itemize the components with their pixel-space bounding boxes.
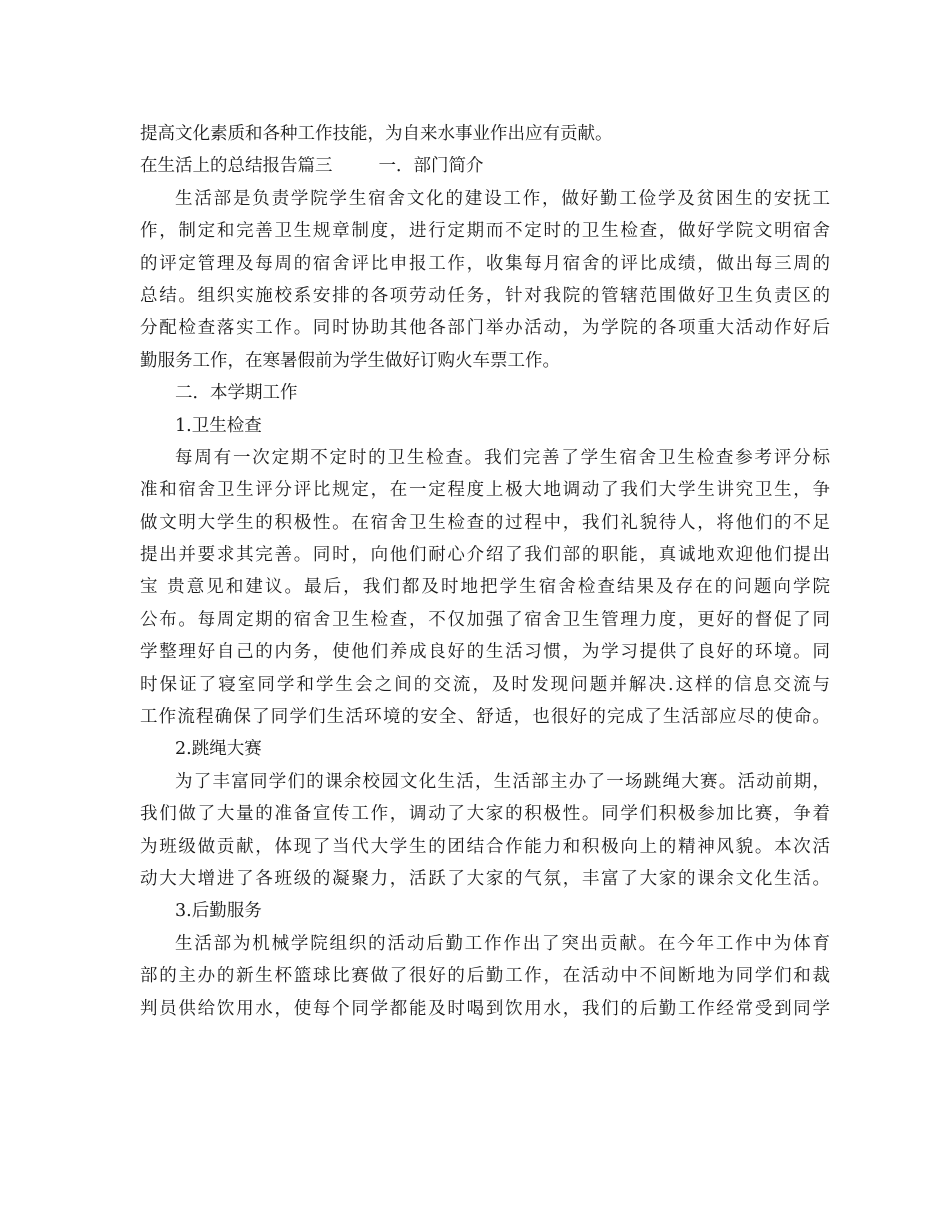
report-title: 在生活上的总结报告篇三 [140, 156, 333, 177]
text-line: 提出并要求其完善。同时，向他们耐心介绍了我们部的职能，真诚地欢迎他们提出 [140, 545, 830, 566]
text-line: 时保证了寝室同学和学生会之间的交流，及时发现问题并解决.这样的信息交流与 [140, 674, 830, 695]
text-line: 分配检查落实工作。同时协助其他各部门举办活动，为学院的各项重大活动作好后 [140, 318, 830, 339]
section-heading: 一．部门简介 [378, 156, 484, 177]
text-line: 判员供给饮用水，使每个同学都能及时喝到饮用水，我们的后勤工作经常受到同学 [140, 998, 830, 1019]
text-line: 准和宿舍卫生评分评比规定，在一定程度上极大地调动了我们大学生讲究卫生，争 [140, 480, 830, 501]
text-line: 工作流程确保了同学们生活环境的安全、舒适，也很好的完成了生活部应尽的使命。 [140, 707, 830, 728]
text-line: 为班级做贡献，体现了当代大学生的团结合作能力和积极向上的精神风貌。本次活 [140, 836, 830, 857]
text-line: 为了丰富同学们的课余校园文化生活，生活部主办了一场跳绳大赛。活动前期， [175, 771, 830, 792]
text-line: 提高文化素质和各种工作技能，为自来水事业作出应有贡献。 [140, 124, 613, 144]
text-line: 部的主办的新生杯篮球比赛做了很好的后勤工作，在活动中不间断地为同学们和裁 [140, 966, 830, 987]
text-line: 我们做了大量的准备宣传工作，调动了大家的积极性。同学们积极参加比赛，争着 [140, 804, 830, 825]
section-title-line [140, 150, 830, 182]
subsection-heading: 3.后勤服务 [175, 901, 262, 922]
section-heading: 二．本学期工作 [175, 383, 298, 404]
text-line: 生活部是负责学院学生宿舍文化的建设工作，做好勤工俭学及贫困生的安抚工 [175, 188, 830, 209]
subsection-heading: 1.卫生检查 [175, 415, 262, 436]
text-line: 每周有一次定期不定时的卫生检查。我们完善了学生宿舍卫生检查参考评分标 [175, 447, 830, 468]
text-line: 生活部为机械学院组织的活动后勤工作作出了突出贡献。在今年工作中为体育 [175, 933, 830, 954]
document-body [140, 118, 830, 1025]
text-line: 作，制定和完善卫生规章制度，进行定期而不定时的卫生检查，做好学院文明宿舍 [140, 221, 830, 242]
text-line: 总结。组织实施校系安排的各项劳动任务，针对我院的管辖范围做好卫生负责区的 [140, 285, 830, 306]
text-line: 公布。每周定期的宿舍卫生检查，不仅加强了宿舍卫生管理力度，更好的督促了同 [140, 609, 830, 630]
text-line: 的评定管理及每周的宿舍评比申报工作，收集每月宿舍的评比成绩，做出每三周的 [140, 253, 830, 274]
subsection-heading: 2.跳绳大赛 [175, 739, 262, 760]
text-line: 做文明大学生的积极性。在宿舍卫生检查的过程中，我们礼貌待人，将他们的不足 [140, 512, 830, 533]
text-line: 宝 贵意见和建议。最后，我们都及时地把学生宿舍检查结果及存在的问题向学院 [140, 577, 830, 598]
text-line: 勤服务工作，在寒暑假前为学生做好订购火车票工作。 [140, 350, 560, 371]
text-line: 动大大增进了各班级的凝聚力，活跃了大家的气氛，丰富了大家的课余文化生活。 [140, 868, 830, 889]
text-line: 学整理好自己的内务，使他们养成良好的生活习惯，为学习提供了良好的环境。同 [140, 642, 830, 663]
